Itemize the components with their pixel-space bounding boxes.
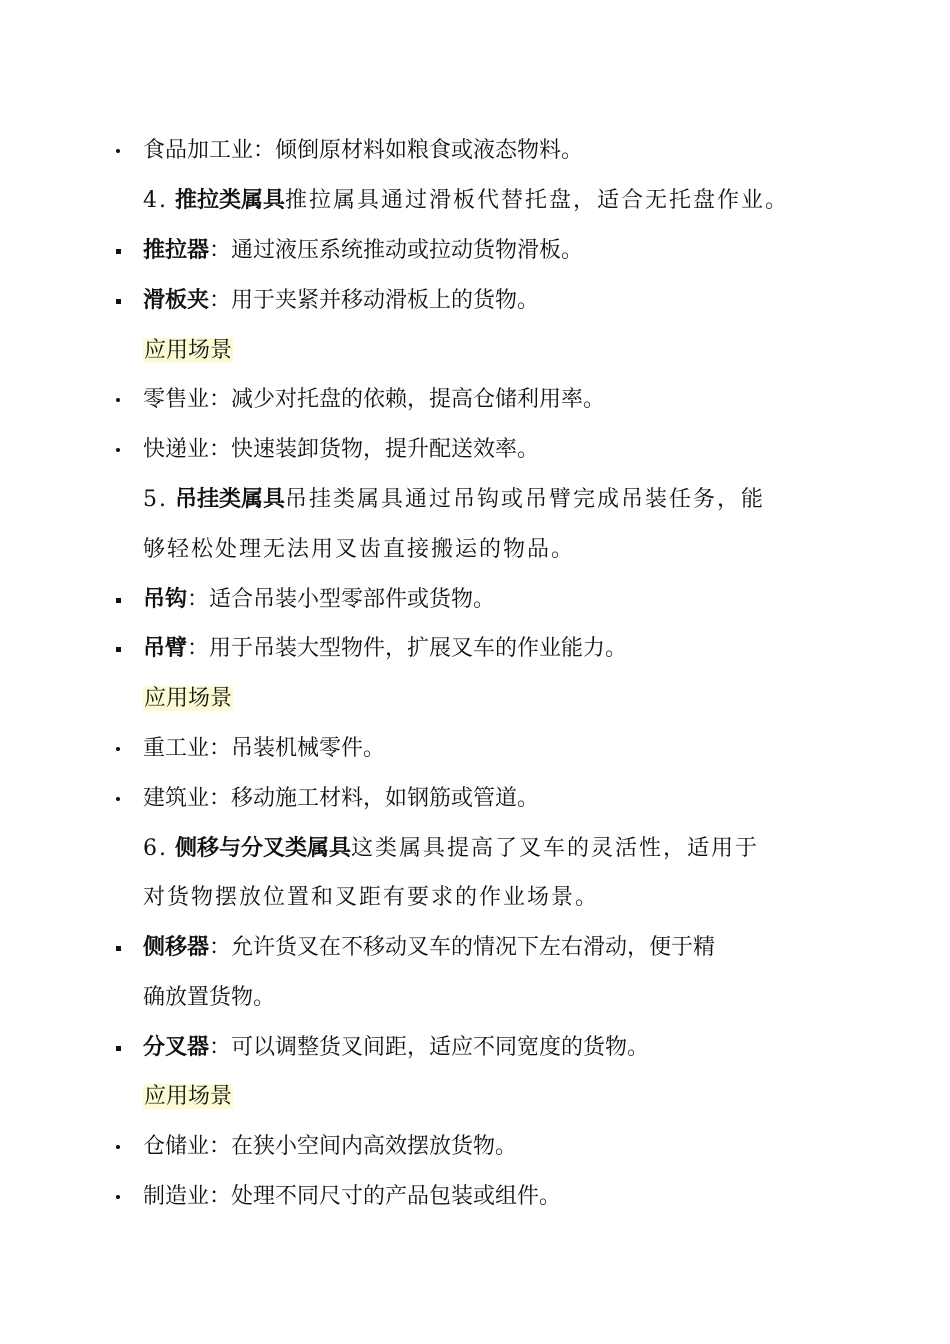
item-text: 建筑业：移动施工材料，如钢筋或管道。 [143, 786, 540, 811]
item-text: ：用于夹紧并移动滑板上的货物。 [209, 288, 540, 313]
section-heading [143, 834, 930, 864]
continuation-text: 够轻松处理无法用叉齿直接搬运的物品。 [143, 537, 576, 562]
item-text: 仓储业：在狭小空间内高效摆放货物。 [143, 1134, 518, 1159]
heading-number: 4. [143, 188, 168, 213]
item-text: ：通过液压系统推动或拉动货物滑板。 [209, 238, 584, 263]
heading-text: 推拉属具通过滑板代替托盘，适合无托盘作业。 [285, 188, 790, 213]
list-item [143, 385, 930, 415]
list-item [143, 1132, 930, 1162]
heading-title: 侧移与分叉类属具 [175, 836, 352, 861]
subheading [143, 336, 930, 366]
list-item [143, 933, 930, 963]
continuation-text: 确放置货物。 [143, 985, 276, 1010]
item-term: 吊臂 [143, 636, 188, 661]
heading-number: 5. [143, 487, 168, 512]
list-item [143, 734, 930, 764]
heading-title: 推拉类属具 [175, 188, 286, 213]
item-text: 重工业：吊装机械零件。 [143, 736, 386, 761]
item-term: 吊钩 [143, 587, 188, 612]
section-heading [143, 485, 930, 515]
item-text: ：可以调整货叉间距，适应不同宽度的货物。 [209, 1035, 650, 1060]
subheading [143, 1082, 930, 1112]
heading-text: 吊挂类属具通过吊钩或吊臂完成吊装任务，能 [285, 487, 766, 512]
paragraph-continuation [143, 983, 930, 1013]
list-item [143, 136, 930, 166]
subheading [143, 684, 930, 714]
heading-title: 吊挂类属具 [175, 487, 286, 512]
continuation-text: 对货物摆放位置和叉距有要求的作业场景。 [143, 885, 600, 910]
item-text: 食品加工业：倾倒原材料如粮食或液态物料。 [143, 138, 584, 163]
list-item [143, 236, 930, 266]
item-term: 分叉器 [143, 1035, 210, 1060]
list-item [143, 585, 930, 615]
item-term: 推拉器 [143, 238, 210, 263]
item-text: 零售业：减少对托盘的依赖，提高仓储利用率。 [143, 387, 606, 412]
list-item [143, 286, 930, 316]
item-text: ：用于吊装大型物件，扩展叉车的作业能力。 [187, 636, 628, 661]
list-item [143, 1182, 930, 1212]
list-item [143, 435, 930, 465]
heading-number: 6. [143, 836, 168, 861]
item-term: 侧移器 [143, 935, 210, 960]
item-text: 制造业：处理不同尺寸的产品包装或组件。 [143, 1184, 562, 1209]
paragraph-continuation [143, 535, 930, 565]
highlighted-subheading: 应用场景 [144, 686, 233, 711]
heading-text: 这类属具提高了叉车的灵活性，适用于 [351, 836, 760, 861]
item-text: 快递业：快速装卸货物，提升配送效率。 [143, 437, 540, 462]
item-term: 滑板夹 [143, 288, 210, 313]
section-heading [143, 186, 930, 216]
list-item [143, 1033, 930, 1063]
list-item [143, 784, 930, 814]
highlighted-subheading: 应用场景 [144, 338, 233, 363]
list-item [143, 634, 930, 664]
paragraph-continuation [143, 883, 930, 913]
item-text: ：适合吊装小型零部件或货物。 [187, 587, 496, 612]
item-text: ：允许货叉在不移动叉车的情况下左右滑动，便于精 [209, 935, 716, 960]
highlighted-subheading: 应用场景 [144, 1084, 233, 1109]
